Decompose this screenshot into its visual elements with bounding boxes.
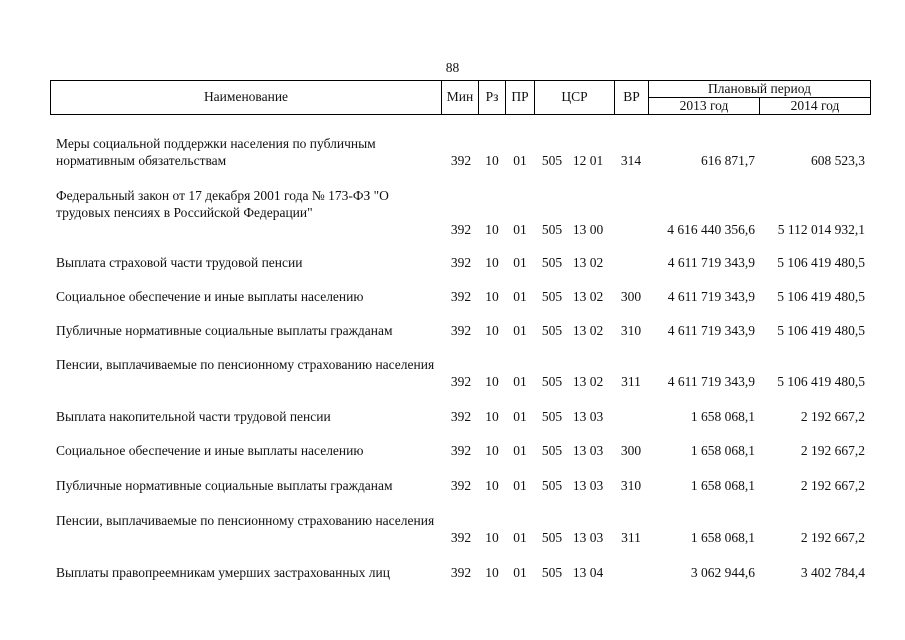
header-planned-period: Плановый период bbox=[708, 81, 811, 96]
cell-csr1: 505 bbox=[541, 530, 563, 545]
page-number: 88 bbox=[445, 60, 460, 75]
cell-csr2: 13 03 bbox=[572, 478, 604, 493]
header-rz: Рз bbox=[485, 89, 499, 104]
cell-y2013: 4 611 719 343,9 bbox=[667, 323, 755, 338]
cell-vr: 314 bbox=[620, 153, 642, 168]
cell-y2014: 5 106 419 480,5 bbox=[777, 289, 865, 304]
row-name: Выплаты правопреемникам умерших застрахованных лиц bbox=[56, 565, 390, 580]
cell-y2014: 2 192 667,2 bbox=[800, 478, 865, 493]
cell-y2013: 1 658 068,1 bbox=[690, 530, 755, 545]
header-min: Мин bbox=[446, 89, 474, 104]
cell-min: 392 bbox=[450, 478, 472, 493]
cell-y2013: 4 616 440 356,6 bbox=[667, 222, 755, 237]
row-name: Пенсии, выплачиваемые по пенсионному страхованию населения bbox=[56, 357, 435, 372]
cell-min: 392 bbox=[450, 255, 472, 270]
cell-csr1: 505 bbox=[541, 374, 563, 389]
cell-y2013: 4 611 719 343,9 bbox=[667, 289, 755, 304]
header-year-2014: 2014 год bbox=[790, 98, 840, 113]
cell-min: 392 bbox=[450, 289, 472, 304]
cell-pr: 01 bbox=[513, 478, 527, 493]
cell-vr: 300 bbox=[620, 443, 642, 458]
header-col-border bbox=[870, 80, 871, 115]
cell-csr2: 13 03 bbox=[572, 443, 604, 458]
header-year-2013: 2013 год bbox=[679, 98, 729, 113]
cell-y2014: 2 192 667,2 bbox=[800, 530, 865, 545]
cell-rz: 10 bbox=[485, 222, 499, 237]
cell-csr1: 505 bbox=[541, 222, 563, 237]
cell-pr: 01 bbox=[513, 289, 527, 304]
cell-rz: 10 bbox=[485, 323, 499, 338]
cell-pr: 01 bbox=[513, 222, 527, 237]
cell-vr: 311 bbox=[621, 374, 641, 389]
row-name: Публичные нормативные социальные выплаты гражданам bbox=[56, 323, 393, 338]
cell-vr: 311 bbox=[621, 530, 641, 545]
cell-y2013: 1 658 068,1 bbox=[690, 409, 755, 424]
cell-csr1: 505 bbox=[541, 255, 563, 270]
cell-rz: 10 bbox=[485, 409, 499, 424]
cell-csr1: 505 bbox=[541, 409, 563, 424]
cell-y2013: 1 658 068,1 bbox=[690, 443, 755, 458]
cell-pr: 01 bbox=[513, 153, 527, 168]
cell-csr1: 505 bbox=[541, 153, 563, 168]
cell-y2014: 2 192 667,2 bbox=[800, 443, 865, 458]
cell-y2013: 3 062 944,6 bbox=[690, 565, 755, 580]
cell-rz: 10 bbox=[485, 530, 499, 545]
cell-csr2: 13 02 bbox=[572, 374, 604, 389]
cell-pr: 01 bbox=[513, 530, 527, 545]
header-csr: ЦСР bbox=[561, 89, 588, 104]
cell-rz: 10 bbox=[485, 478, 499, 493]
row-name: Социальное обеспечение и иные выплаты населению bbox=[56, 289, 364, 304]
cell-y2013: 4 611 719 343,9 bbox=[667, 255, 755, 270]
cell-csr2: 13 00 bbox=[572, 222, 604, 237]
cell-vr: 310 bbox=[620, 478, 642, 493]
cell-y2013: 616 871,7 bbox=[701, 153, 755, 168]
cell-pr: 01 bbox=[513, 374, 527, 389]
cell-rz: 10 bbox=[485, 153, 499, 168]
cell-vr: 300 bbox=[620, 289, 642, 304]
cell-csr1: 505 bbox=[541, 565, 563, 580]
cell-min: 392 bbox=[450, 565, 472, 580]
cell-pr: 01 bbox=[513, 565, 527, 580]
cell-csr2: 13 02 bbox=[572, 323, 604, 338]
cell-vr: 310 bbox=[620, 323, 642, 338]
cell-pr: 01 bbox=[513, 323, 527, 338]
header-pr: ПР bbox=[511, 89, 529, 104]
row-name: Федеральный закон от 17 декабря 2001 года № 173-ФЗ "О трудовых пенсиях в Российской Федерации" bbox=[56, 188, 389, 220]
cell-csr1: 505 bbox=[541, 323, 563, 338]
cell-y2014: 3 402 784,4 bbox=[800, 565, 865, 580]
cell-min: 392 bbox=[450, 222, 472, 237]
cell-rz: 10 bbox=[485, 565, 499, 580]
cell-y2014: 5 106 419 480,5 bbox=[777, 374, 865, 389]
row-name: Пенсии, выплачиваемые по пенсионному страхованию населения bbox=[56, 513, 435, 528]
row-name: Меры социальной поддержки населения по публичным нормативным обязательствам bbox=[56, 136, 376, 168]
cell-y2014: 5 112 014 932,1 bbox=[777, 222, 865, 237]
cell-min: 392 bbox=[450, 443, 472, 458]
cell-csr2: 13 03 bbox=[572, 409, 604, 424]
cell-rz: 10 bbox=[485, 374, 499, 389]
cell-csr2: 12 01 bbox=[572, 153, 604, 168]
row-name: Выплата накопительной части трудовой пенсии bbox=[56, 409, 331, 424]
cell-pr: 01 bbox=[513, 443, 527, 458]
cell-min: 392 bbox=[450, 153, 472, 168]
header-bottom-border bbox=[50, 114, 871, 115]
row-name: Публичные нормативные социальные выплаты гражданам bbox=[56, 478, 393, 493]
cell-min: 392 bbox=[450, 374, 472, 389]
cell-csr1: 505 bbox=[541, 289, 563, 304]
cell-min: 392 bbox=[450, 409, 472, 424]
row-name: Социальное обеспечение и иные выплаты населению bbox=[56, 443, 364, 458]
cell-y2013: 4 611 719 343,9 bbox=[667, 374, 755, 389]
cell-csr2: 13 02 bbox=[572, 289, 604, 304]
cell-pr: 01 bbox=[513, 409, 527, 424]
header-name: Наименование bbox=[203, 89, 289, 104]
cell-rz: 10 bbox=[485, 255, 499, 270]
cell-y2014: 608 523,3 bbox=[811, 153, 865, 168]
cell-y2014: 5 106 419 480,5 bbox=[777, 323, 865, 338]
cell-y2014: 2 192 667,2 bbox=[800, 409, 865, 424]
cell-y2013: 1 658 068,1 bbox=[690, 478, 755, 493]
cell-csr2: 13 02 bbox=[572, 255, 604, 270]
cell-csr1: 505 bbox=[541, 478, 563, 493]
cell-rz: 10 bbox=[485, 443, 499, 458]
cell-csr2: 13 04 bbox=[572, 565, 604, 580]
cell-csr1: 505 bbox=[541, 443, 563, 458]
cell-y2014: 5 106 419 480,5 bbox=[777, 255, 865, 270]
cell-pr: 01 bbox=[513, 255, 527, 270]
cell-rz: 10 bbox=[485, 289, 499, 304]
header-vr: ВР bbox=[623, 89, 640, 104]
cell-min: 392 bbox=[450, 530, 472, 545]
row-name: Выплата страховой части трудовой пенсии bbox=[56, 255, 303, 270]
cell-csr2: 13 03 bbox=[572, 530, 604, 545]
cell-min: 392 bbox=[450, 323, 472, 338]
